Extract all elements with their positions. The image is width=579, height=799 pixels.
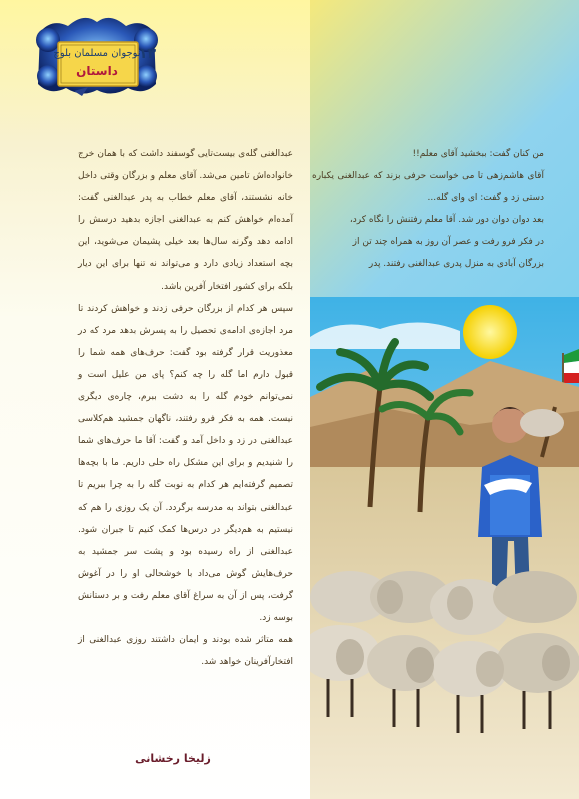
story-line: بعد دوان دوان دور شد. آقا معلم رفتنش را نگاه کرد، xyxy=(349,215,544,226)
story-line: در فکر فرو رفت و عصر آن روز به همراه چند تن از xyxy=(352,237,544,248)
magazine-name: نوجوان مسلمان بلوچ xyxy=(53,48,141,59)
story-line: بزرگان آبادی به منزل پدری عبدالغنی رفتند. پدر xyxy=(368,259,544,270)
issue-number: ۱۳ xyxy=(138,46,156,62)
story-column-left xyxy=(78,143,293,673)
story-line: آقای هاشم‌زهی تا می خواست حرفی بزند که عبدالغنی یکباره دستی زد و گفت: ای وای گله... xyxy=(312,171,544,204)
story-illustration xyxy=(310,297,579,799)
story-paragraph: همه متاثر شده بودند و ایمان داشتند روزی عبدالغنی از افتخارآفرینان خواهد شد. xyxy=(78,635,293,668)
story-line: من کنان گفت: ببخشید آقای معلم!! xyxy=(412,149,544,159)
story-column-right xyxy=(312,143,544,276)
header-badge xyxy=(34,14,160,98)
story-paragraph: عبدالغنی گله‌ی بیست‌تایی گوسفند داشت که با همان خرج خانواده‌اش تامین می‌شد. آقای معلم و بزرگان وقتی داخل خانه نشستند، آقای معلم خطاب به پدر عبدالغنی گفت: آمده‌ام خواهش کنم به عبدالغنی اجازه بدهید درسش را ادامه دهد وگرنه سال‌ها بعد خیلی پشیمان می‌شوید، این بچه استعداد زیادی دارد و می‌تواند نه تنها برای این دیار بلکه برای کشور افتخار آفرین باشد. xyxy=(78,149,293,292)
sun-icon xyxy=(463,305,517,359)
story-paragraph: سپس هر کدام از بزرگان حرفی زدند و خواهش کردند تا مرد اجازه‌ی ادامه‌ی تحصیل را به پسرش بدهد مرد که در معذوریت قرار گرفته بود گفت: حرف‌های همه شما را قبول دارم اما گله را چه کنم؟ پای من علیل است و نمی‌توانم خودم گله را به دشت ببرم، چاره‌ی دیگری نیست. همه به فکر فرو رفتند، ناگهان جمشید هم‌کلاسی عبدالغنی در زد و داخل آمد و گفت: آقا ما حرف‌های شما را شنیدیم و برای این مشکل راه حلی داریم. ما با بچه‌ها تصمیم گرفته‌ایم هر کدام به نوبت گله را به چرا ببریم تا عبدالغنی بتواند به مدرسه برگردد. آن یک روزی را هم که نیستیم به هم‌دیگر در درس‌ها کمک کنیم تا جبران شود. عبدالغنی از راه رسیده بود و پشت سر جمشید به حرف‌هایش گوش می‌داد با خوشحالی او را در آغوش گرفت، پس از آن به سراغ آقای معلم رفت و بر دستانش بوسه زد. xyxy=(78,303,293,623)
author-name: زلیخا رخشانی xyxy=(135,752,211,765)
section-title: داستان xyxy=(76,64,118,78)
